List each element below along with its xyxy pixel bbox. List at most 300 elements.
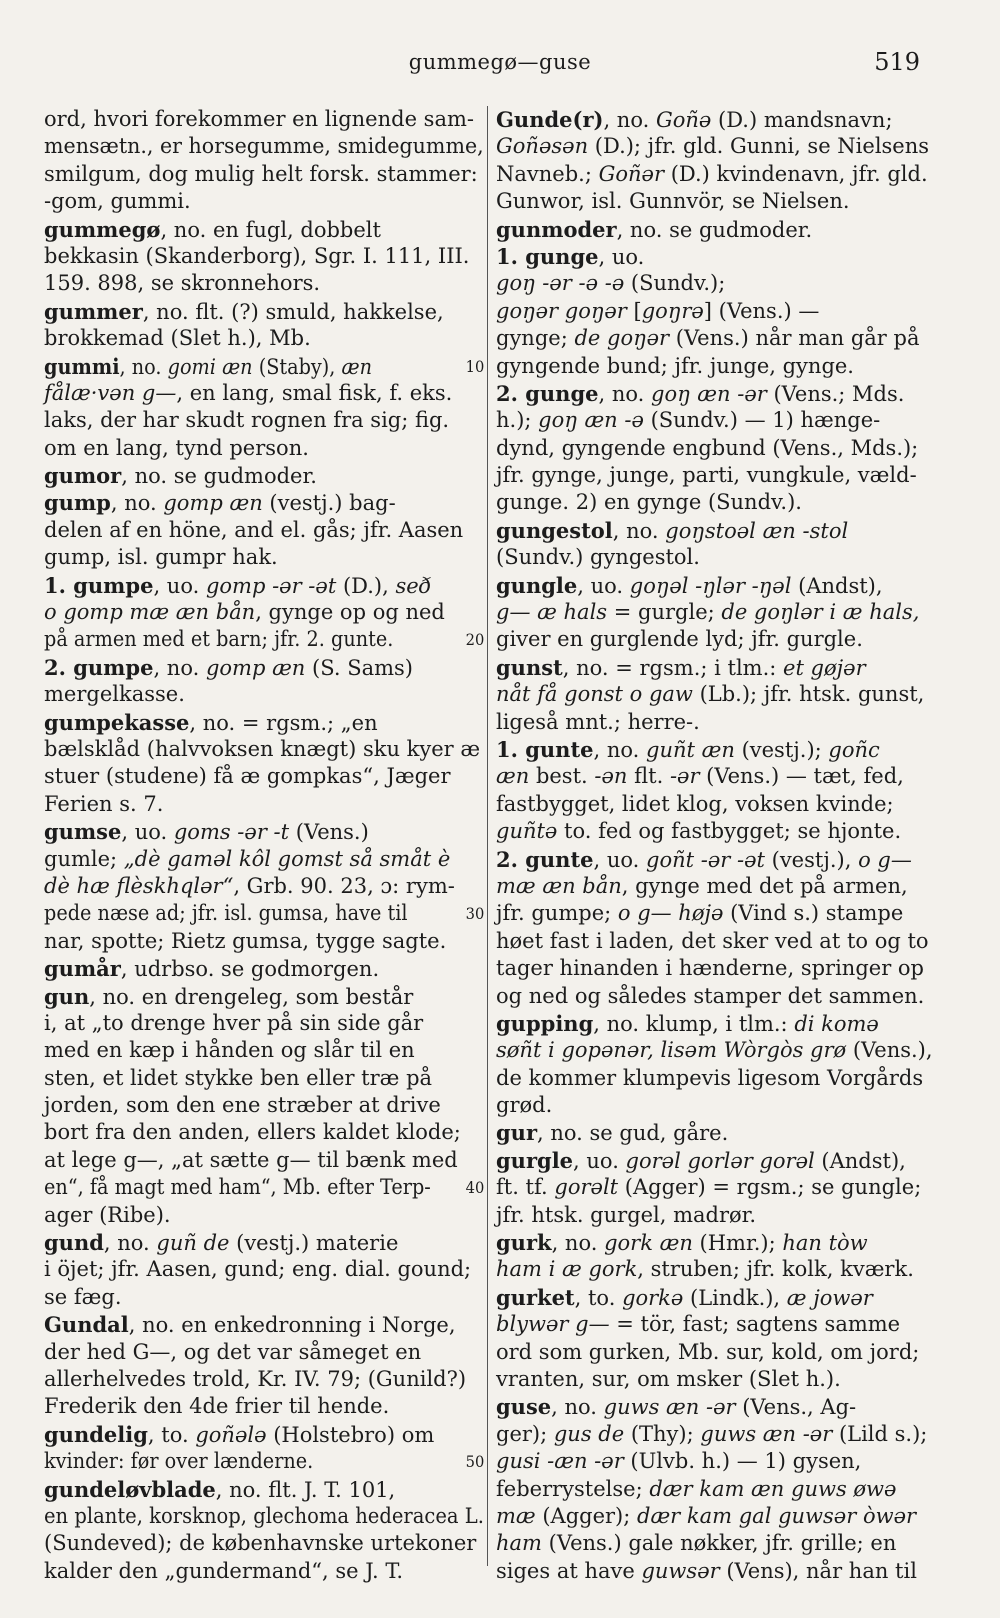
text-run: fastbygget, lidet klog, voksen kvinde; xyxy=(496,791,894,816)
text-line xyxy=(44,736,484,763)
text-run: (Vens.) xyxy=(289,820,369,845)
italic-form: seð xyxy=(395,573,432,598)
text-run: (Ulvb. h.) — 1) gysen, xyxy=(623,1449,862,1474)
text-line xyxy=(44,1448,485,1475)
text-line xyxy=(496,1092,938,1119)
italic-form: guñtə xyxy=(496,819,558,844)
text-run: (Agger) = rgsm.; se gungle; xyxy=(618,1175,922,1200)
text-run: dynd, gyngende engbund (Vens., Mds.); xyxy=(496,435,919,460)
text-run: ord, hvori forekommer en lignende sam- xyxy=(44,107,474,131)
headword: gun xyxy=(44,983,90,1009)
text-line xyxy=(496,1037,938,1064)
italic-form: blywər g— xyxy=(496,1312,610,1337)
text-run: = tör, fast; sagtens samme xyxy=(609,1312,901,1337)
text-run: i, at „to drenge hver på sin side går xyxy=(44,1010,424,1035)
italic-form: nåt få gonst o gaw xyxy=(496,682,693,707)
headword: gummer xyxy=(44,298,143,324)
headword: 2. gumpe xyxy=(44,654,154,680)
text-line xyxy=(44,161,484,188)
text-line xyxy=(44,681,484,708)
text-run: pede næse ad; jfr. isl. gumsa, have til xyxy=(44,901,408,926)
text-run: de kommer klumpevis ligesom Vorgårds xyxy=(496,1065,924,1090)
headword: gund xyxy=(44,1230,104,1256)
text-run: (Lb.); jfr. htsk. gunst, xyxy=(692,682,925,707)
text-line xyxy=(44,353,485,380)
italic-form: han tòw xyxy=(782,1231,868,1256)
text-line xyxy=(44,983,484,1010)
text-line xyxy=(496,435,938,462)
text-run: (Vens.; Mds. xyxy=(766,381,905,406)
italic-form: guws æn -ər xyxy=(603,1395,736,1420)
text-run: , no. en fugl, dobbelt xyxy=(160,217,381,242)
text-line xyxy=(496,873,938,900)
text-line xyxy=(496,1229,938,1256)
text-line xyxy=(496,106,938,133)
headword: 2. gunte xyxy=(496,846,594,872)
text-run: (vestj.) materie xyxy=(229,1231,399,1256)
text-line xyxy=(496,928,938,955)
line-number: 30 xyxy=(465,904,485,924)
text-line xyxy=(44,243,484,270)
text-line xyxy=(44,325,484,352)
italic-form: dè hæ flèskhqlər“ xyxy=(44,873,234,898)
text-line xyxy=(496,270,938,297)
text-run: , no. se gud, gåre. xyxy=(537,1121,729,1146)
line-number: 40 xyxy=(465,1178,485,1198)
italic-form: gorəlt xyxy=(554,1175,619,1200)
italic-form: g— æ hals xyxy=(496,600,608,625)
text-run: og ned og således stamper det sammen. xyxy=(496,983,925,1008)
text-run: stuer (studene) få æ gompkas“, Jæger xyxy=(44,764,451,789)
text-run: kvinder: før over lænderne. xyxy=(44,1449,314,1474)
text-line xyxy=(44,1339,484,1366)
text-run: (Agger); xyxy=(535,1503,637,1528)
italic-form: goñt -ər -ət xyxy=(646,847,765,872)
text-line xyxy=(496,955,938,982)
headword: gur xyxy=(496,1120,538,1146)
italic-form: goŋstoəl æn -stol xyxy=(665,518,849,543)
text-line xyxy=(44,1503,484,1530)
text-line xyxy=(496,462,938,489)
text-run: gunge. 2) en gynge (Sundv.). xyxy=(496,490,802,515)
text-run: (Sundeved); de københavnske urtekoner xyxy=(44,1531,477,1556)
text-line xyxy=(496,1065,938,1092)
text-run: , uo. xyxy=(573,1148,626,1173)
text-line xyxy=(496,1448,938,1475)
headword: gummegø xyxy=(44,216,161,242)
text-run: allerhelvedes trold, Kr. IV. 79; (Gunild?) xyxy=(44,1366,467,1391)
text-line xyxy=(496,763,938,790)
text-line xyxy=(496,1256,938,1283)
text-run: , gynge op og ned xyxy=(255,600,445,625)
headword: gupping xyxy=(496,1010,594,1036)
headword: gungestol xyxy=(496,517,613,543)
headword: gundeløvblade xyxy=(44,1476,216,1502)
text-line xyxy=(496,1119,938,1146)
text-line xyxy=(496,900,938,927)
italic-form: gorəl gorlər gorəl xyxy=(625,1148,815,1173)
text-run: , gynge med det på armen, xyxy=(621,873,908,898)
text-run: , no. se gudmoder. xyxy=(616,217,813,242)
text-run: (Andst), xyxy=(791,573,883,598)
text-line xyxy=(496,407,938,434)
text-run: (D.), xyxy=(336,573,396,598)
text-run: (Vens.) — tæt, fed, xyxy=(699,764,904,789)
text-run: to. fed og fastbygget; se hjonte. xyxy=(557,819,902,844)
text-run: en“, få magt med ham“, Mb. efter Terp- xyxy=(44,1175,431,1200)
text-line xyxy=(496,709,938,736)
text-line xyxy=(496,489,938,516)
text-line xyxy=(496,325,938,352)
text-line xyxy=(44,1065,484,1092)
text-line xyxy=(44,572,484,599)
italic-form: o g— xyxy=(858,847,912,872)
italic-form: dær kam æn guws øwə xyxy=(649,1476,897,1501)
text-run: ligeså mnt.; herre-. xyxy=(496,709,700,734)
italic-form: æn xyxy=(496,764,530,789)
text-run: (Andst), xyxy=(814,1148,906,1173)
text-line xyxy=(496,1558,938,1585)
text-line xyxy=(44,791,484,818)
text-run: , uo. xyxy=(121,820,174,845)
text-run: smilgum, dog mulig helt forsk. stammer: xyxy=(44,161,478,186)
text-line xyxy=(496,1147,938,1174)
headword: Gundal xyxy=(44,1312,129,1338)
text-run: , no. xyxy=(119,354,168,379)
italic-form: goms -ər -t xyxy=(173,820,290,845)
text-run: h.); xyxy=(496,408,539,433)
text-line xyxy=(496,1421,938,1448)
text-line xyxy=(44,106,484,133)
text-run: nar, spotte; Rietz gumsa, tygge sagte. xyxy=(44,928,447,953)
text-line xyxy=(44,1476,484,1503)
text-run: jorden, som den ene stræber at drive xyxy=(44,1093,441,1118)
text-run: en plante, korsknop, glechoma hederacea L. xyxy=(44,1503,484,1528)
headword: gump xyxy=(44,490,111,516)
text-line xyxy=(44,873,484,900)
text-line xyxy=(496,1530,938,1557)
italic-form: gomp æn xyxy=(163,491,263,516)
italic-form: dær kam gal guwsər òwər xyxy=(637,1503,917,1528)
italic-form: de goŋər xyxy=(574,326,670,351)
text-run: (Sundv.) gyngestol. xyxy=(496,545,700,570)
text-run: siges at have xyxy=(496,1558,642,1583)
headword: gunmoder xyxy=(496,216,617,242)
text-run: flt. xyxy=(627,764,670,789)
text-run: (Thy); xyxy=(624,1421,701,1446)
text-line xyxy=(44,1147,484,1174)
text-run: ager (Ribe). xyxy=(44,1202,171,1227)
text-run: gynge; xyxy=(496,326,575,351)
headword: gumse xyxy=(44,819,122,845)
italic-form: guñ de xyxy=(156,1231,230,1256)
text-line xyxy=(44,1284,484,1311)
text-run: gyngende bund; jfr. junge, gynge. xyxy=(496,353,854,378)
text-line xyxy=(44,462,484,489)
right-column xyxy=(496,106,938,1585)
text-run: (Vens), når han til xyxy=(719,1558,917,1583)
headword: gunst xyxy=(496,654,563,680)
text-line xyxy=(496,681,938,708)
text-line xyxy=(496,572,938,599)
italic-form: guws æn -ər xyxy=(700,1421,833,1446)
text-line xyxy=(496,298,938,325)
text-line xyxy=(496,983,938,1010)
line-number: 10 xyxy=(465,356,485,376)
text-run: grød. xyxy=(496,1093,553,1118)
text-run: , no. se gudmoder. xyxy=(121,464,317,489)
italic-form: o gomp mæ æn bån xyxy=(44,600,256,625)
italic-form: goŋ æn -ə xyxy=(538,408,644,433)
text-run: bort fra den anden, ellers kaldet klode; xyxy=(44,1120,461,1145)
text-line xyxy=(496,1393,938,1420)
text-line xyxy=(44,517,484,544)
text-line xyxy=(44,709,484,736)
italic-form: goñələ xyxy=(195,1422,267,1447)
text-line xyxy=(44,900,485,927)
text-line xyxy=(496,818,938,845)
text-run: (D.) kvindenavn, jfr. gld. xyxy=(664,161,928,186)
text-line xyxy=(44,846,484,873)
text-line xyxy=(496,216,938,243)
text-run: brokkemad (Slet h.), Mb. xyxy=(44,326,311,351)
headword: 1. gunge xyxy=(496,243,599,269)
text-run: [ xyxy=(626,298,642,323)
text-line xyxy=(44,763,484,790)
text-run: jfr. gumpe; xyxy=(496,901,618,926)
headword: gurket xyxy=(496,1284,575,1310)
text-line xyxy=(44,1256,484,1283)
text-run: , uo. xyxy=(593,847,647,872)
italic-form: ham i æ gork xyxy=(496,1257,638,1282)
italic-form: -ər xyxy=(669,764,700,789)
italic-form: mæ xyxy=(496,1503,536,1528)
text-line xyxy=(44,928,484,955)
text-line xyxy=(496,626,938,653)
text-line xyxy=(44,1421,484,1448)
text-run: , uo. xyxy=(153,573,206,598)
text-line xyxy=(44,599,484,626)
text-run: (vestj.), xyxy=(764,847,859,872)
text-run: (vestj.) bag- xyxy=(262,491,396,516)
text-run: med en kæp i hånden og slår til en xyxy=(44,1038,415,1063)
text-run: , to. xyxy=(147,1422,196,1447)
text-run: , uo. xyxy=(577,573,630,598)
text-run: jfr. gynge, junge, parti, vungkule, væld- xyxy=(496,463,917,488)
text-run: , no. klump, i tlm.: xyxy=(593,1011,795,1036)
text-line xyxy=(44,1202,484,1229)
text-line xyxy=(44,544,484,571)
text-run: , struben; jfr. kolk, kværk. xyxy=(637,1257,914,1282)
page-number: 519 xyxy=(874,48,920,76)
text-run: , Grb. 90. 23, ɔ: rym- xyxy=(233,873,455,898)
text-line xyxy=(44,1010,484,1037)
italic-form: fålæ·vən g— xyxy=(44,380,177,405)
headword: gumår xyxy=(44,956,121,982)
text-run: ord som gurken, Mb. sur, kold, om jord; xyxy=(496,1339,920,1364)
italic-form: goŋəl -ŋlər -ŋəl xyxy=(629,573,792,598)
text-line xyxy=(496,243,938,270)
text-line xyxy=(44,1092,484,1119)
left-column xyxy=(44,106,484,1585)
italic-form: -ən xyxy=(594,764,628,789)
column-divider xyxy=(487,106,488,1566)
italic-form: „dè gaməl kôl gomst så småt è xyxy=(123,846,451,871)
text-line xyxy=(44,270,484,297)
text-line xyxy=(496,1311,938,1338)
italic-form: mæ æn bån xyxy=(496,873,622,898)
text-run: ft. tf. xyxy=(496,1175,555,1200)
text-run: bælsklåd (halvvoksen knægt) sku kyer æ xyxy=(44,736,481,761)
headword: 2. gunge xyxy=(496,380,599,406)
text-line xyxy=(496,161,938,188)
text-line xyxy=(44,435,484,462)
text-run: (Vens.) når man går på xyxy=(669,326,920,351)
text-run: , no. xyxy=(593,737,647,762)
italic-form: et gøjər xyxy=(783,655,866,680)
text-run: (Lild s.); xyxy=(832,1421,928,1446)
text-run: = gurgle; xyxy=(607,600,722,625)
text-run: høet fast i laden, det sker ved at to og to xyxy=(496,928,929,953)
italic-form: goŋ æn -ər xyxy=(651,381,767,406)
text-run: bekkasin (Skanderborg), Sgr. I. 111, III. xyxy=(44,243,470,268)
text-run: , udrbso. se godmorgen. xyxy=(120,957,380,982)
text-line xyxy=(44,133,484,160)
text-run: tager hinanden i hænderne, springer op xyxy=(496,956,924,981)
text-line xyxy=(44,955,484,982)
text-line xyxy=(44,818,484,845)
text-line xyxy=(44,1229,484,1256)
text-run: om en lang, tynd person. xyxy=(44,435,309,460)
text-run: , no. xyxy=(598,381,651,406)
text-run: , no. xyxy=(110,491,164,516)
italic-form: gus de xyxy=(553,1421,625,1446)
text-run: (Vens.) gale nøkker, jfr. grille; en xyxy=(541,1531,897,1556)
text-line xyxy=(44,1558,484,1585)
italic-form: goŋrə xyxy=(641,298,704,323)
text-run: mergelkasse. xyxy=(44,682,185,707)
text-run: (D.) mandsnavn; xyxy=(711,108,893,132)
text-run: Frederik den 4de frier til hende. xyxy=(44,1394,390,1419)
text-run: , no. = rgsm.; „en xyxy=(189,710,378,735)
italic-form: gomi æn xyxy=(167,354,253,379)
italic-form: æ jowər xyxy=(786,1285,873,1310)
text-run: (D.); jfr. gld. Gunni, se Nielsens xyxy=(588,134,930,159)
headword: gumpekasse xyxy=(44,709,190,735)
italic-form: Goñə xyxy=(655,108,712,132)
text-run: kalder den „gundermand“, se J. T. xyxy=(44,1558,403,1583)
text-line xyxy=(44,188,484,215)
text-run: se fæg. xyxy=(44,1284,122,1309)
headword: 1. gumpe xyxy=(44,572,154,598)
text-line xyxy=(496,736,938,763)
italic-form: o g— højə xyxy=(617,901,724,926)
running-head: gummegø—guse xyxy=(408,50,592,74)
text-run: , uo. xyxy=(598,244,645,269)
text-run: (Lindk.), xyxy=(683,1285,787,1310)
text-run: , to. xyxy=(574,1285,623,1310)
headword: gurk xyxy=(496,1230,552,1256)
text-line xyxy=(496,1476,938,1503)
text-run: (vestj.); xyxy=(734,737,829,762)
headword: Gunde(r) xyxy=(496,107,604,132)
text-line xyxy=(44,1119,484,1146)
text-line xyxy=(496,1174,938,1201)
text-run: feberrystelse; xyxy=(496,1476,650,1501)
headword: 1. gunte xyxy=(496,736,594,762)
text-line xyxy=(44,380,484,407)
italic-form: de goŋlər i æ hals, xyxy=(721,600,920,625)
italic-form: gorkə xyxy=(622,1285,684,1310)
text-run: gump, isl. gumpr hak. xyxy=(44,545,278,570)
text-run: Gunwor, isl. Gunnvör, se Nielsen. xyxy=(496,189,850,214)
headword: gurgle xyxy=(496,1147,574,1173)
text-line xyxy=(44,1174,485,1201)
text-line xyxy=(44,489,484,516)
text-run: (Sundv.); xyxy=(624,271,726,296)
text-run: , no. xyxy=(103,1231,157,1256)
text-line xyxy=(44,407,484,434)
text-line xyxy=(496,1366,938,1393)
line-number: 20 xyxy=(465,630,485,650)
text-line xyxy=(496,846,938,873)
text-run: (Vens., Ag- xyxy=(735,1395,857,1420)
text-run: gumle; xyxy=(44,846,124,871)
text-run: jfr. htsk. gurgel, madrør. xyxy=(496,1202,757,1227)
text-line xyxy=(44,1311,484,1338)
italic-form: goŋ -ər -ə -ə xyxy=(496,271,625,296)
italic-form: gusi -æn -ər xyxy=(496,1449,624,1474)
text-line xyxy=(44,1366,484,1393)
text-line xyxy=(44,298,484,325)
italic-form: gork æn xyxy=(604,1231,693,1256)
headword: gumor xyxy=(44,463,122,489)
text-run: best. xyxy=(529,764,595,789)
text-run: , no. en enkedronning i Norge, xyxy=(128,1313,456,1338)
text-run: vranten, sur, om msker (Slet h.). xyxy=(496,1366,841,1391)
text-line xyxy=(44,1037,484,1064)
text-run: , no. xyxy=(603,108,656,132)
text-line xyxy=(496,1503,938,1530)
text-run: , no. xyxy=(612,518,666,543)
text-run: , no. xyxy=(551,1395,604,1420)
headword: gummi xyxy=(44,353,120,379)
italic-form: Goñər xyxy=(598,161,665,186)
text-run: (Hmr.); xyxy=(692,1231,783,1256)
text-line xyxy=(496,654,938,681)
italic-form: Goñəsən xyxy=(496,134,589,159)
line-number: 50 xyxy=(465,1452,485,1472)
text-line xyxy=(496,188,938,215)
italic-form: ham xyxy=(496,1531,542,1556)
text-run: , no. flt. (?) smuld, hakkelse, xyxy=(142,299,444,324)
text-line xyxy=(496,1010,938,1037)
italic-form: guñt æn xyxy=(646,737,735,762)
text-line xyxy=(496,599,938,626)
text-run: , no. xyxy=(153,655,206,680)
text-line xyxy=(496,133,938,160)
text-run: ger); xyxy=(496,1421,554,1446)
text-line xyxy=(44,216,484,243)
text-line xyxy=(496,1339,938,1366)
text-line xyxy=(496,1202,938,1229)
text-run: , no. en drengeleg, som består xyxy=(89,984,414,1009)
text-run: Navneb.; xyxy=(496,161,599,186)
text-line xyxy=(44,654,484,681)
text-run: , no. xyxy=(551,1231,605,1256)
text-line xyxy=(496,1284,938,1311)
text-run: ] (Vens.) — xyxy=(703,298,820,323)
